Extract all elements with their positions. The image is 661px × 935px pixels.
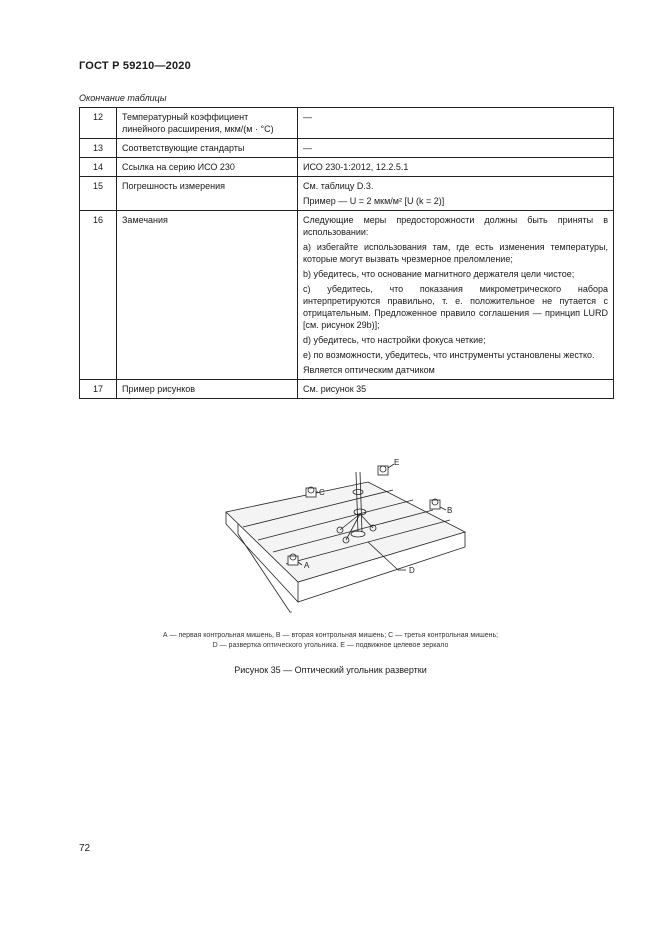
- row-parameter: Замечания: [117, 211, 298, 380]
- figure-legend-line-1: А — первая контрольная мишень, В — вторая контрольная мишень; С — третья контрольная мишень;: [162, 632, 499, 639]
- row-value: [298, 158, 614, 177]
- label-a: A: [304, 561, 310, 570]
- document-header: ГОСТ Р 59210—2020: [79, 60, 191, 72]
- row-value: [298, 139, 614, 158]
- row-parameter: Температурный коэффициент линейного расширения, мкм/(м · °C): [117, 108, 298, 139]
- row-value: [298, 108, 614, 139]
- figure-legend-line-2: D — развертка оптического угольника. Е — подвижное целевое зеркало: [212, 642, 449, 649]
- optical-square-figure: [218, 452, 468, 622]
- target-a: [288, 556, 298, 565]
- row-parameter: Погрешность измерения: [117, 177, 298, 211]
- row-number: 12: [80, 108, 117, 139]
- row-number: 15: [80, 177, 117, 211]
- table-continuation-label: Окончание таблицы: [79, 93, 167, 103]
- target-c: [306, 488, 316, 497]
- value-paragraph: —: [303, 112, 312, 122]
- table-top: [226, 482, 465, 582]
- label-e: E: [394, 458, 400, 467]
- row-parameter: Соответствующие стандарты: [117, 139, 298, 158]
- label-d: D: [409, 566, 415, 575]
- table-row: [80, 108, 614, 139]
- target-e: [378, 466, 388, 475]
- value-paragraph: Следующие меры предосторожности должны быть приняты в использовании:: [303, 215, 608, 237]
- row-parameter: Пример рисунков: [117, 380, 298, 399]
- value-paragraph: См. рисунок 35: [303, 384, 367, 394]
- value-paragraph: d) убедитесь, что настройки фокуса четкие;: [303, 335, 486, 345]
- row-value: [298, 177, 614, 211]
- table-row: [80, 158, 614, 177]
- page-number: 72: [79, 843, 91, 854]
- label-c: C: [319, 488, 325, 497]
- value-paragraph: а) избегайте использования там, где есть изменения температуры, которые могут вызвать чрезмерное преломление;: [303, 242, 608, 264]
- value-paragraph: Является оптическим датчиком: [303, 365, 435, 375]
- figure-legend: [0, 631, 661, 651]
- row-value: [298, 211, 614, 380]
- value-paragraph: с) убедитесь, что показания микрометрического набора интерпретируются правильно, т. е. положительное не путается с отрицательным. Предложенное правило соглашения — принцип LURD [см. рисунок 29b)];: [303, 284, 608, 330]
- table-row: [80, 177, 614, 211]
- value-paragraph: См. таблицу D.3.: [303, 181, 374, 191]
- value-paragraph: —: [303, 143, 312, 153]
- row-number: 13: [80, 139, 117, 158]
- figure-title: Рисунок 35 — Оптический угольник развертки: [234, 665, 427, 675]
- label-b: B: [447, 506, 453, 515]
- row-number: 16: [80, 211, 117, 380]
- row-number: 17: [80, 380, 117, 399]
- value-paragraph: b) убедитесь, что основание магнитного держателя цели чистое;: [303, 269, 575, 279]
- spec-table: [79, 107, 614, 399]
- value-paragraph: ИСО 230-1:2012, 12.2.5.1: [303, 162, 409, 172]
- row-value: [298, 380, 614, 399]
- row-parameter: Ссылка на серию ИСО 230: [117, 158, 298, 177]
- table-row: [80, 139, 614, 158]
- table-row: [80, 380, 614, 399]
- value-paragraph: е) по возможности, убедитесь, что инструменты установлены жестко.: [303, 350, 595, 360]
- value-paragraph: Пример — U = 2 мкм/м² [U (k = 2)]: [303, 196, 445, 206]
- row-number: 14: [80, 158, 117, 177]
- table-row: [80, 211, 614, 380]
- target-b: [430, 500, 440, 509]
